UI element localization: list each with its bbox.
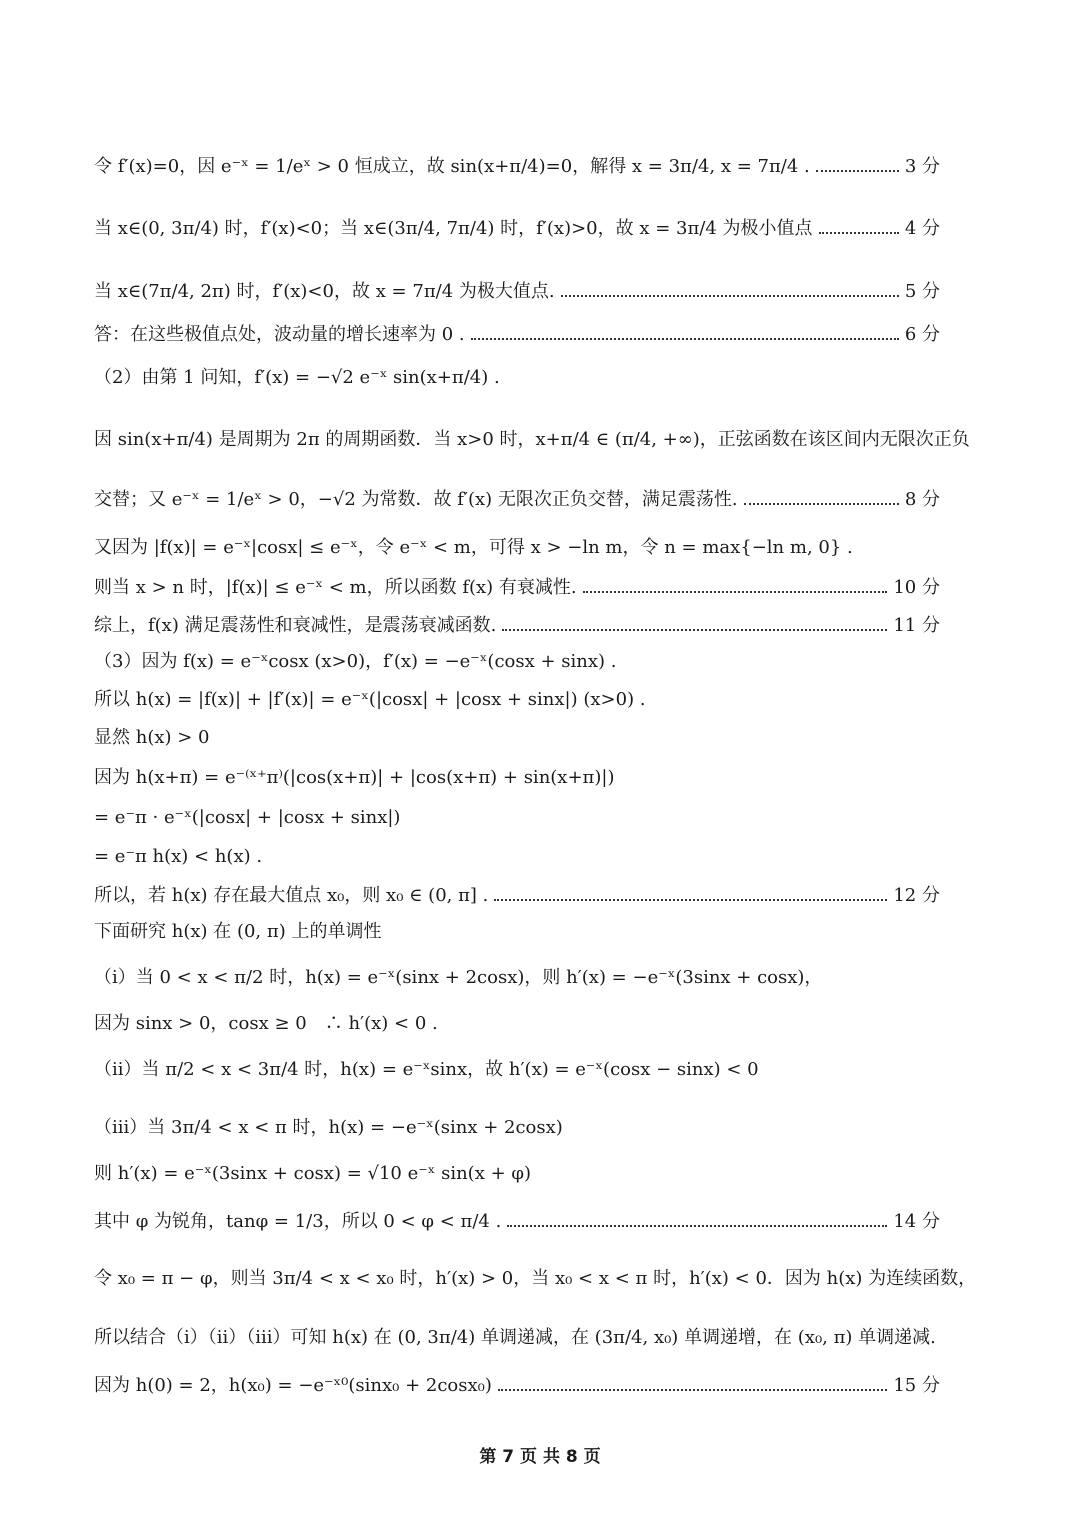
line-text: （ii）当 π/2 < x < 3π/4 时，h(x) = e⁻ˣsinx，故 h′(x) = e⁻ˣ(cosx − sinx) < 0 [94,1059,759,1080]
score-mark: 15 分 [893,1375,940,1396]
line-text: = e⁻π · e⁻ˣ(|cosx| + |cosx + sinx|) [94,807,401,828]
line-text: 又因为 |f(x)| = e⁻ˣ|cosx| ≤ e⁻ˣ，令 e⁻ˣ < m，可得 x > −ln m，令 n = max{−ln m, 0} . [94,537,853,558]
solution-line-17 [94,884,940,908]
solution-line-8 [94,536,940,560]
line-text: 当 x∈(0, 3π/4) 时，f′(x)<0；当 x∈(3π/4, 7π/4) 时，f′(x)>0，故 x = 3π/4 为极小值点 [94,218,813,239]
line-text: 所以结合（i）（ii）（iii）可知 h(x) 在 (0, 3π/4) 单调递减，在 (3π/4, x₀) 单调递增，在 (x₀, π) 单调递减. [94,1327,936,1348]
line-text: 交替；又 e⁻ˣ = 1/eˣ > 0，−√2 为常数．故 f′(x) 无限次正负交替，满足震荡性. [94,489,738,510]
line-text: 答：在这些极值点处，波动量的增长速率为 0 . [94,324,465,345]
line-text: （i）当 0 < x < π/2 时，h(x) = e⁻ˣ(sinx + 2cosx)，则 h′(x) = −e⁻ˣ(3sinx + cosx)， [94,967,823,988]
dot-leader [502,629,887,631]
dot-leader [494,899,887,901]
solution-line-5 [94,366,940,390]
solution-line-25 [94,1267,984,1291]
score-mark: 14 分 [893,1211,940,1232]
dot-leader [498,1389,887,1391]
line-text: （3）因为 f(x) = e⁻ˣcosx (x>0)，f′(x) = −e⁻ˣ(cosx + sinx) . [94,651,617,672]
solution-line-16 [94,845,940,869]
score-mark: 11 分 [893,615,940,636]
line-text: 下面研究 h(x) 在 (0, π) 上的单调性 [94,921,382,942]
line-text: 综上，f(x) 满足震荡性和衰减性，是震荡衰减函数. [94,615,497,636]
dot-leader [507,1225,887,1227]
solution-line-2 [94,217,940,241]
solution-line-15 [94,806,940,830]
line-text: 显然 h(x) > 0 [94,727,210,748]
solution-line-18 [94,920,940,944]
score-mark: 5 分 [904,281,940,302]
solution-line-7 [94,488,940,512]
solution-line-6 [94,428,984,452]
line-text: （iii）当 3π/4 < x < π 时，h(x) = −e⁻ˣ(sinx + 2cosx) [94,1117,563,1138]
line-text: 当 x∈(7π/4, 2π) 时，f′(x)<0，故 x = 7π/4 为极大值点. [94,281,555,302]
line-text: 则当 x > n 时，|f(x)| ≤ e⁻ˣ < m，所以函数 f(x) 有衰减性. [94,577,577,598]
solution-line-11 [94,650,940,674]
line-text: 因 sin(x+π/4) 是周期为 2π 的周期函数．当 x>0 时，x+π/4 ∈ (π/4, +∞)，正弦函数在该区间内无限次正负 [94,429,970,450]
line-text: 令 f′(x)=0，因 e⁻ˣ = 1/eˣ > 0 恒成立，故 sin(x+π/4)=0，解得 x = 3π/4, x = 7π/4 . [94,156,810,177]
score-mark: 3 分 [904,156,940,177]
solution-line-10 [94,614,940,638]
solution-line-12 [94,688,940,712]
line-text: 令 x₀ = π − φ，则当 3π/4 < x < x₀ 时，h′(x) > 0，当 x₀ < x < π 时，h′(x) < 0．因为 h(x) 为连续函数， [94,1268,977,1289]
solution-line-24 [94,1210,940,1234]
solution-line-20 [94,1012,940,1036]
solution-line-26 [94,1326,984,1350]
solution-line-14 [94,766,940,790]
solution-line-13 [94,726,940,750]
dot-leader [583,591,888,593]
solution-line-23 [94,1162,940,1186]
solution-line-4 [94,323,940,347]
line-text: 因为 h(x+π) = e⁻⁽ˣ⁺π⁾(|cos(x+π)| + |cos(x+π) + sin(x+π)|) [94,767,615,788]
score-mark: 4 分 [904,218,940,239]
line-text: 因为 sinx > 0，cosx ≥ 0 ∴ h′(x) < 0 . [94,1013,438,1034]
solution-line-22 [94,1116,940,1140]
score-mark: 8 分 [904,489,940,510]
solution-line-1 [94,155,940,179]
solution-line-19 [94,966,940,990]
line-text: （2）由第 1 问知，f′(x) = −√2 e⁻ˣ sin(x+π/4) . [94,367,500,388]
score-mark: 6 分 [904,324,940,345]
line-text: 因为 h(0) = 2，h(x₀) = −e⁻ˣ⁰(sinx₀ + 2cosx₀) [94,1375,492,1396]
dot-leader [744,503,899,505]
solution-line-21 [94,1058,940,1082]
page-number-footer: 第 7 页 共 8 页 [479,1447,601,1467]
dot-leader [561,295,899,297]
score-mark: 12 分 [893,885,940,906]
line-text: 所以，若 h(x) 存在最大值点 x₀，则 x₀ ∈ (0, π] . [94,885,489,906]
dot-leader [819,232,899,234]
line-text: 其中 φ 为锐角，tanφ = 1/3，所以 0 < φ < π/4 . [94,1211,502,1232]
solution-line-3 [94,280,940,304]
line-text: 所以 h(x) = |f(x)| + |f′(x)| = e⁻ˣ(|cosx| + |cosx + sinx|) (x>0) . [94,689,646,710]
solution-line-9 [94,576,940,600]
dot-leader [471,338,899,340]
dot-leader [816,170,899,172]
line-text: 则 h′(x) = e⁻ˣ(3sinx + cosx) = √10 e⁻ˣ sin(x + φ) [94,1163,532,1184]
line-text: = e⁻π h(x) < h(x) . [94,846,263,867]
score-mark: 10 分 [893,577,940,598]
solution-line-27 [94,1374,940,1398]
